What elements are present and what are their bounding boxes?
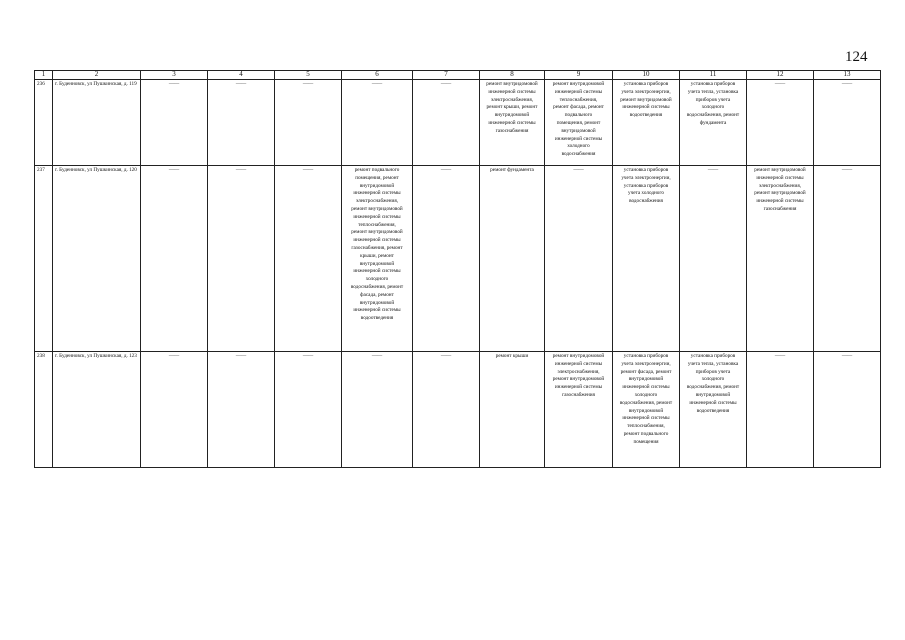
- address-cell: г. Буденновск, ул Пушкинская, д. 123: [53, 352, 141, 468]
- column-number: 2: [53, 71, 141, 80]
- work-cell: ——: [814, 352, 881, 468]
- work-cell: ——: [342, 352, 413, 468]
- work-cell: ремонт внутридомовой инженерной системы теплоснабжения, ремонт фасада, ремонт подвального помещения, ремонт внутридомовой инженерной системы холодного водоснабжения: [545, 80, 613, 166]
- column-number: 13: [814, 71, 881, 80]
- column-number: 12: [747, 71, 814, 80]
- work-cell: ——: [814, 80, 881, 166]
- work-cell: ——: [814, 166, 881, 352]
- work-cell: ——: [342, 80, 413, 166]
- address-cell: г. Буденновск, ул Пушкинская, д. 119: [53, 80, 141, 166]
- column-number: 4: [208, 71, 275, 80]
- work-cell: ——: [208, 80, 275, 166]
- work-cell: ——: [275, 352, 342, 468]
- work-cell: ремонт крыши: [480, 352, 545, 468]
- table-row: [35, 166, 881, 352]
- work-cell: ремонт подвального помещения, ремонт внутридомовой инженерной системы электроснабжения, ремонт внутридомовой инженерной системы теплоснабжения, ремонт внутридомовой инженерной системы газоснабжения, ремонт крыши, ремонт внутридомовой инженерной системы холодного водоснабжения, ремонт фасада, ремонт внутридомовой инженерной системы водоотведения: [342, 166, 413, 352]
- table-row: [35, 80, 881, 166]
- table-row: [35, 352, 881, 468]
- work-cell: установка приборов учета электроэнергии, ремонт фасада, ремонт внутридомовой инженерной системы холодного водоснабжения, ремонт внутридомовой инженерной системы теплоснабжения, ремонт подвального помещения: [613, 352, 680, 468]
- column-number: 3: [141, 71, 208, 80]
- work-cell: ——: [275, 80, 342, 166]
- work-cell: ремонт внутридомовой инженерной системы электроснабжения, ремонт крыши, ремонт внутридомовой инженерной системы газоснабжения: [480, 80, 545, 166]
- work-cell: ремонт внутридомовой инженерной системы электроснабжения, ремонт внутридомовой инженерной системы газоснабжения: [545, 352, 613, 468]
- work-cell: ——: [141, 166, 208, 352]
- work-cell: ——: [208, 166, 275, 352]
- work-cell: установка приборов учета тепла, установка приборов учета холодного водоснабжения, ремонт фундамента: [680, 80, 747, 166]
- column-number: 8: [480, 71, 545, 80]
- column-number: 9: [545, 71, 613, 80]
- work-cell: ——: [141, 80, 208, 166]
- work-cell: установка приборов учета электроэнергии, ремонт внутридомовой инженерной системы водоотведения: [613, 80, 680, 166]
- column-number: 7: [413, 71, 480, 80]
- work-cell: установка приборов учета электроэнергии, установка приборов учета холодного водоснабжения: [613, 166, 680, 352]
- row-number: 236: [35, 80, 53, 166]
- page-number: 124: [845, 49, 868, 65]
- work-cell: ——: [545, 166, 613, 352]
- work-cell: ——: [747, 80, 814, 166]
- column-number: 5: [275, 71, 342, 80]
- column-number: 6: [342, 71, 413, 80]
- work-cell: ——: [141, 352, 208, 468]
- work-cell: ремонт внутридомовой инженерной системы электроснабжения, ремонт внутридомовой инженерной системы газоснабжения: [747, 166, 814, 352]
- work-cell: ——: [413, 166, 480, 352]
- work-cell: ——: [747, 352, 814, 468]
- works-table: [34, 70, 881, 468]
- column-number-row: [35, 71, 881, 80]
- work-cell: ——: [680, 166, 747, 352]
- work-cell: ——: [413, 80, 480, 166]
- work-cell: ——: [208, 352, 275, 468]
- work-cell: ремонт фундамента: [480, 166, 545, 352]
- row-number: 238: [35, 352, 53, 468]
- column-number: 11: [680, 71, 747, 80]
- address-cell: г. Буденновск, ул Пушкинская, д. 120: [53, 166, 141, 352]
- column-number: 1: [35, 71, 53, 80]
- work-cell: ——: [413, 352, 480, 468]
- work-cell: ——: [275, 166, 342, 352]
- work-cell: установка приборов учета тепла, установка приборов учета холодного водоснабжения, ремонт внутридомовой инженерной системы водоотведения: [680, 352, 747, 468]
- column-number: 10: [613, 71, 680, 80]
- row-number: 237: [35, 166, 53, 352]
